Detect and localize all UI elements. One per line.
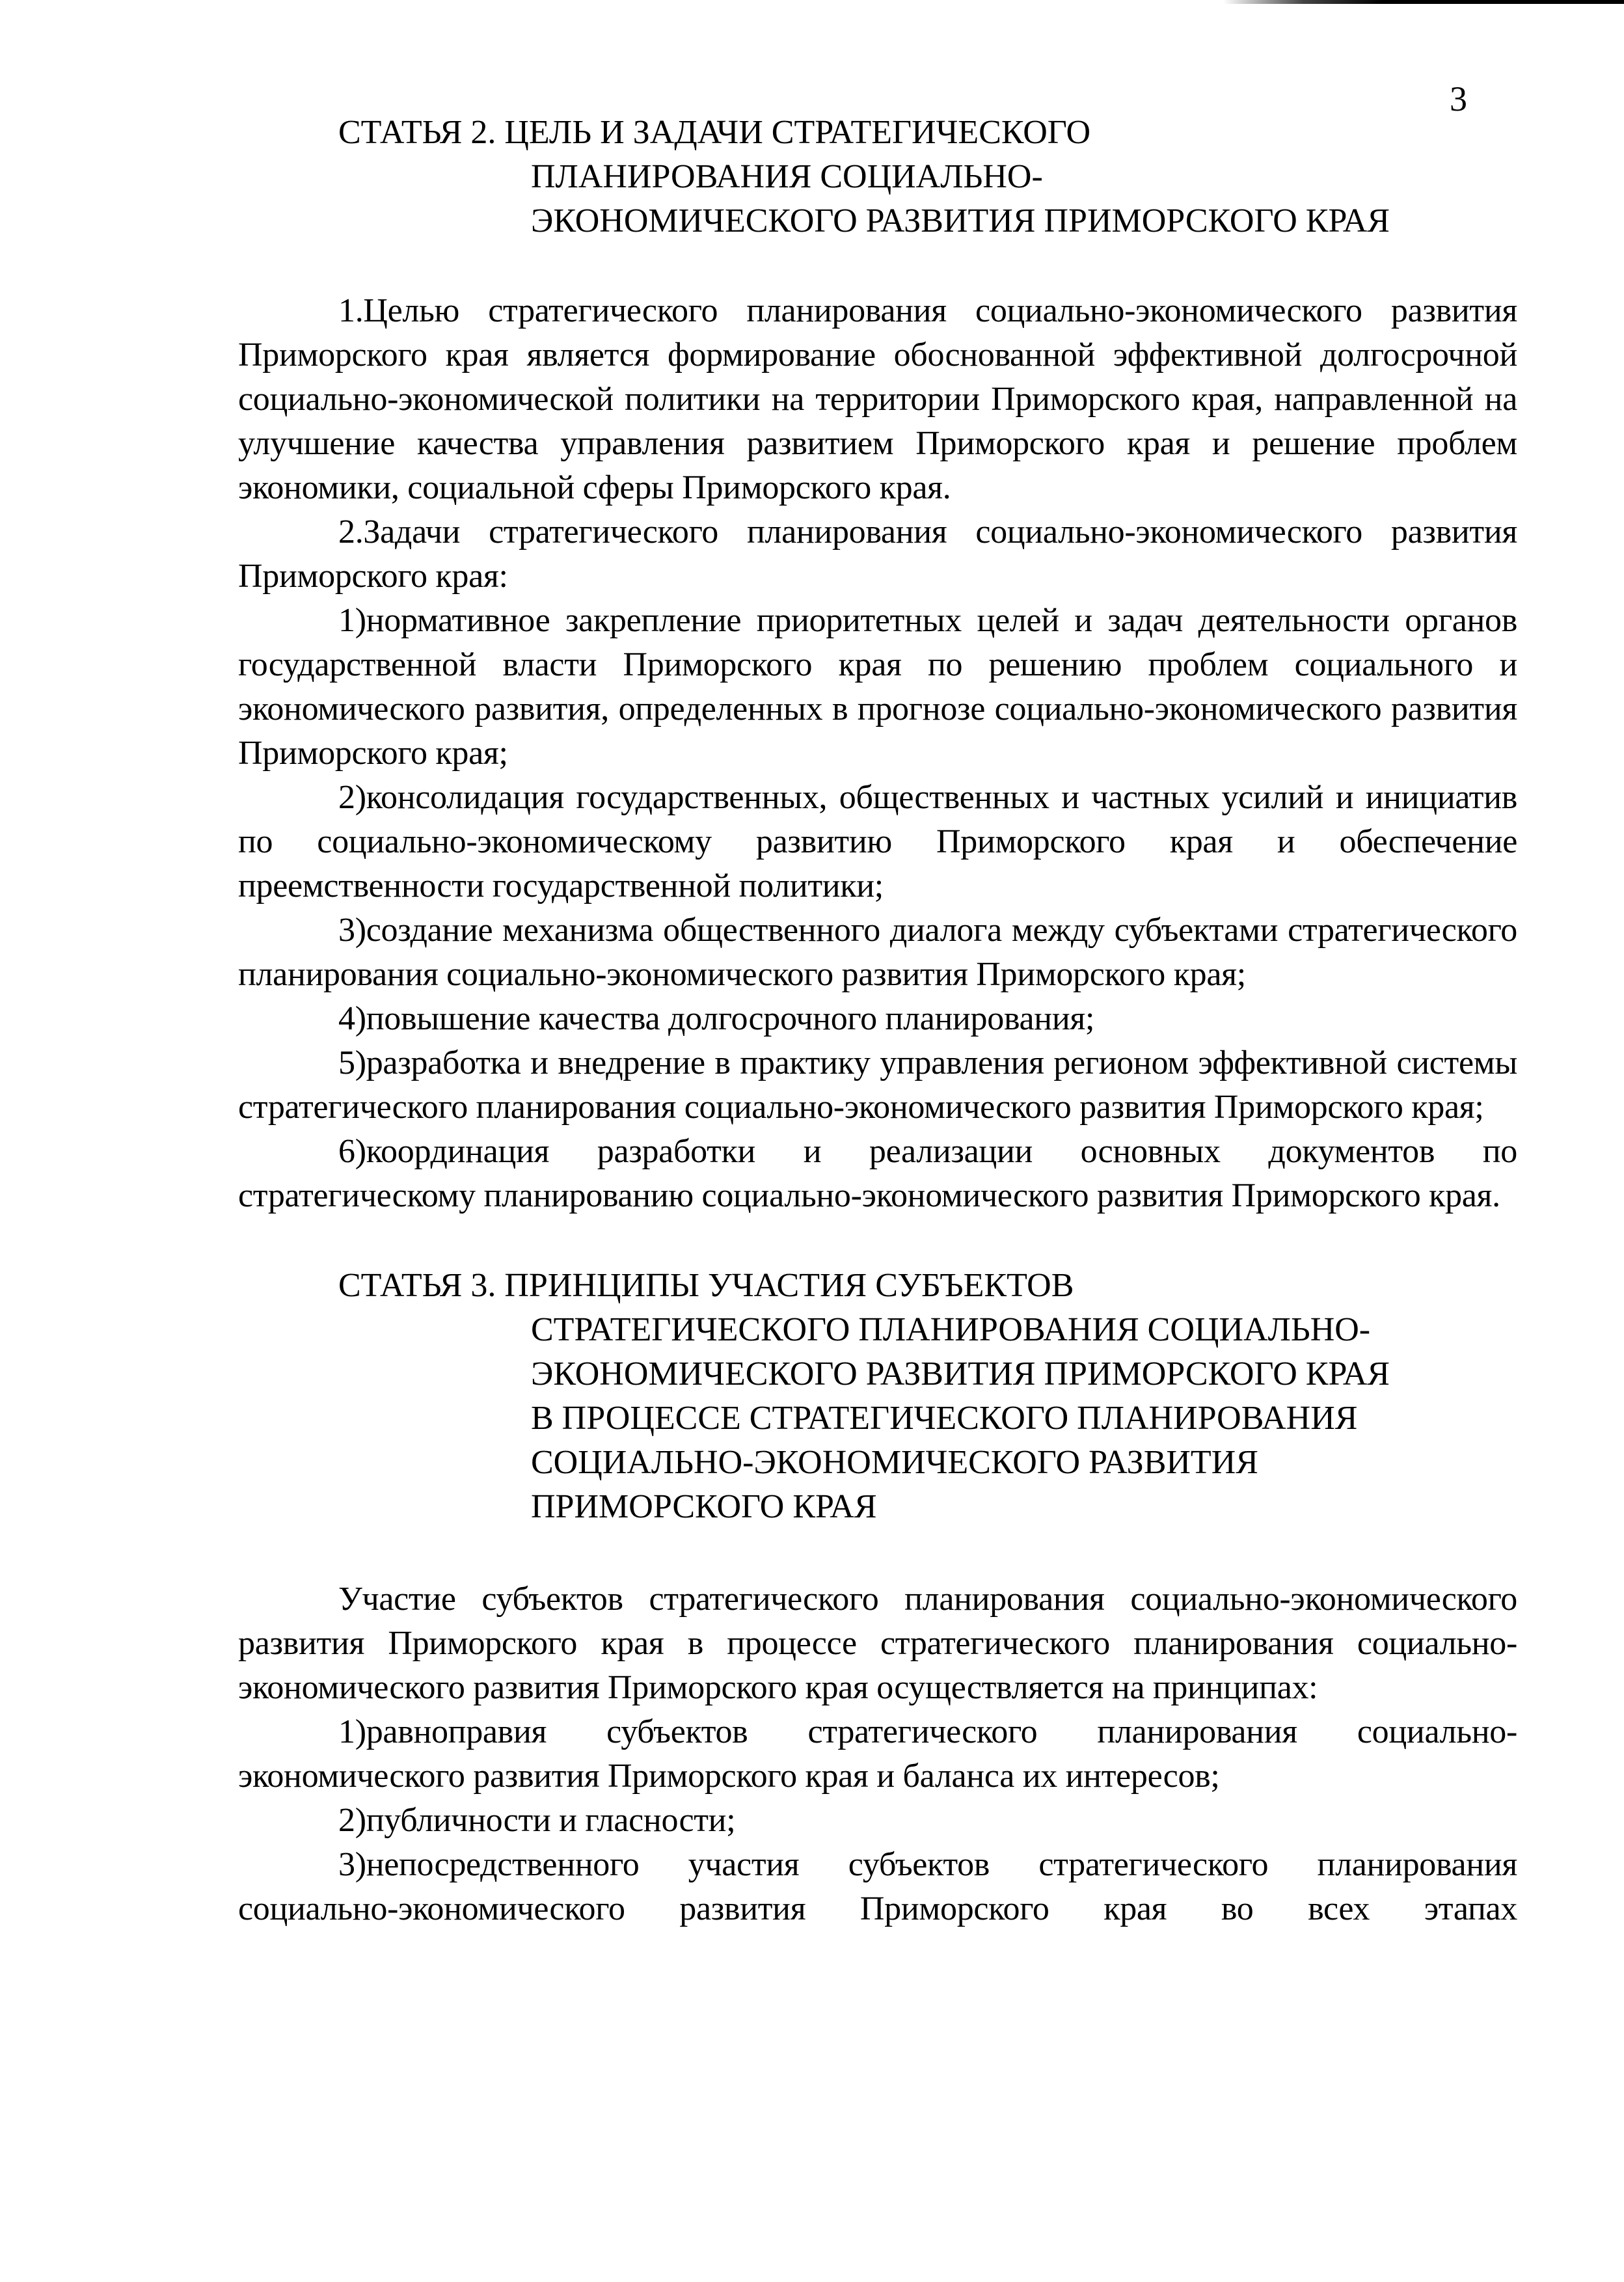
article-2-paragraph-goal: 1.Целью стратегического планирования социально-экономического развития Приморского края является формирование обоснованной эффективной долгосрочной социально-экономической политики на территории Приморского края, направленной на улучшение качества управления развитием Приморского края и решение проблем экономики, социальной сферы Приморского края. bbox=[238, 292, 1517, 506]
document-body bbox=[238, 111, 1517, 1931]
article-3-heading-line: ЭКОНОМИЧЕСКОГО РАЗВИТИЯ ПРИМОРСКОГО КРАЯ bbox=[531, 1355, 1390, 1392]
page-number: 3 bbox=[1450, 79, 1467, 118]
article-2-body bbox=[238, 289, 1517, 1218]
article-3-principle-item: 1)равноправия субъектов стратегического планирования социально-экономического развития Приморского края и баланса их интересов; bbox=[238, 1713, 1517, 1795]
article-2-heading-line: ПЛАНИРОВАНИЯ СОЦИАЛЬНО- bbox=[531, 158, 1043, 195]
article-2-task-item: 5)разработка и внедрение в практику управления регионом эффективной системы стратегического планирования социально-экономического развития Приморского края; bbox=[238, 1044, 1517, 1126]
article-2-heading-line: СТАТЬЯ 2. ЦЕЛЬ И ЗАДАЧИ СТРАТЕГИЧЕСКОГО bbox=[338, 114, 1091, 151]
article-2-task-item: 6)координация разработки и реализации основных документов по стратегическому планированию социально-экономического развития Приморского края. bbox=[238, 1133, 1517, 1214]
article-3-heading bbox=[238, 1264, 1517, 1529]
article-3-heading-line: В ПРОЦЕССЕ СТРАТЕГИЧЕСКОГО ПЛАНИРОВАНИЯ bbox=[531, 1400, 1358, 1437]
article-3-heading-line: СТРАТЕГИЧЕСКОГО ПЛАНИРОВАНИЯ СОЦИАЛЬНО- bbox=[531, 1311, 1371, 1348]
article-3-principle-item: 2)публичности и гласности; bbox=[338, 1802, 736, 1839]
article-3-heading-line: СТАТЬЯ 3. ПРИНЦИПЫ УЧАСТИЯ СУБЪЕКТОВ bbox=[338, 1267, 1074, 1304]
scan-edge-artifact bbox=[1223, 0, 1624, 4]
article-3-heading-line: СОЦИАЛЬНО-ЭКОНОМИЧЕСКОГО РАЗВИТИЯ bbox=[531, 1444, 1258, 1481]
article-3-heading-line: ПРИМОРСКОГО КРАЯ bbox=[531, 1488, 877, 1525]
article-3-body bbox=[238, 1577, 1517, 1931]
article-2-heading bbox=[238, 111, 1517, 243]
article-2-task-item: 1)нормативное закрепление приоритетных целей и задач деятельности органов государственной власти Приморского края по решению проблем социального и экономического развития, определенных в прогнозе социально-экономического развития Приморского края; bbox=[238, 602, 1517, 772]
article-2-task-item: 4)повышение качества долгосрочного планирования; bbox=[338, 1000, 1095, 1037]
article-3-paragraph-intro: Участие субъектов стратегического планирования социально-экономического развития Приморского края в процессе стратегического планирования социально-экономического развития Приморского края осуществляется на принципах: bbox=[238, 1581, 1517, 1706]
article-2-task-item: 3)создание механизма общественного диалога между субъектами стратегического планирования социально-экономического развития Приморского края; bbox=[238, 912, 1517, 993]
article-2-paragraph-tasks-intro: 2.Задачи стратегического планирования социально-экономического развития Приморского края: bbox=[238, 513, 1517, 595]
article-3-principle-item: 3)непосредственного участия субъектов стратегического планирования социально-экономического развития Приморского края во всех этапах bbox=[238, 1846, 1517, 1927]
article-2-heading-line: ЭКОНОМИЧЕСКОГО РАЗВИТИЯ ПРИМОРСКОГО КРАЯ bbox=[531, 202, 1390, 239]
article-2-task-item: 2)консолидация государственных, общественных и частных усилий и инициатив по социально-экономическому развитию Приморского края и обеспечение преемственности государственной политики; bbox=[238, 779, 1517, 904]
